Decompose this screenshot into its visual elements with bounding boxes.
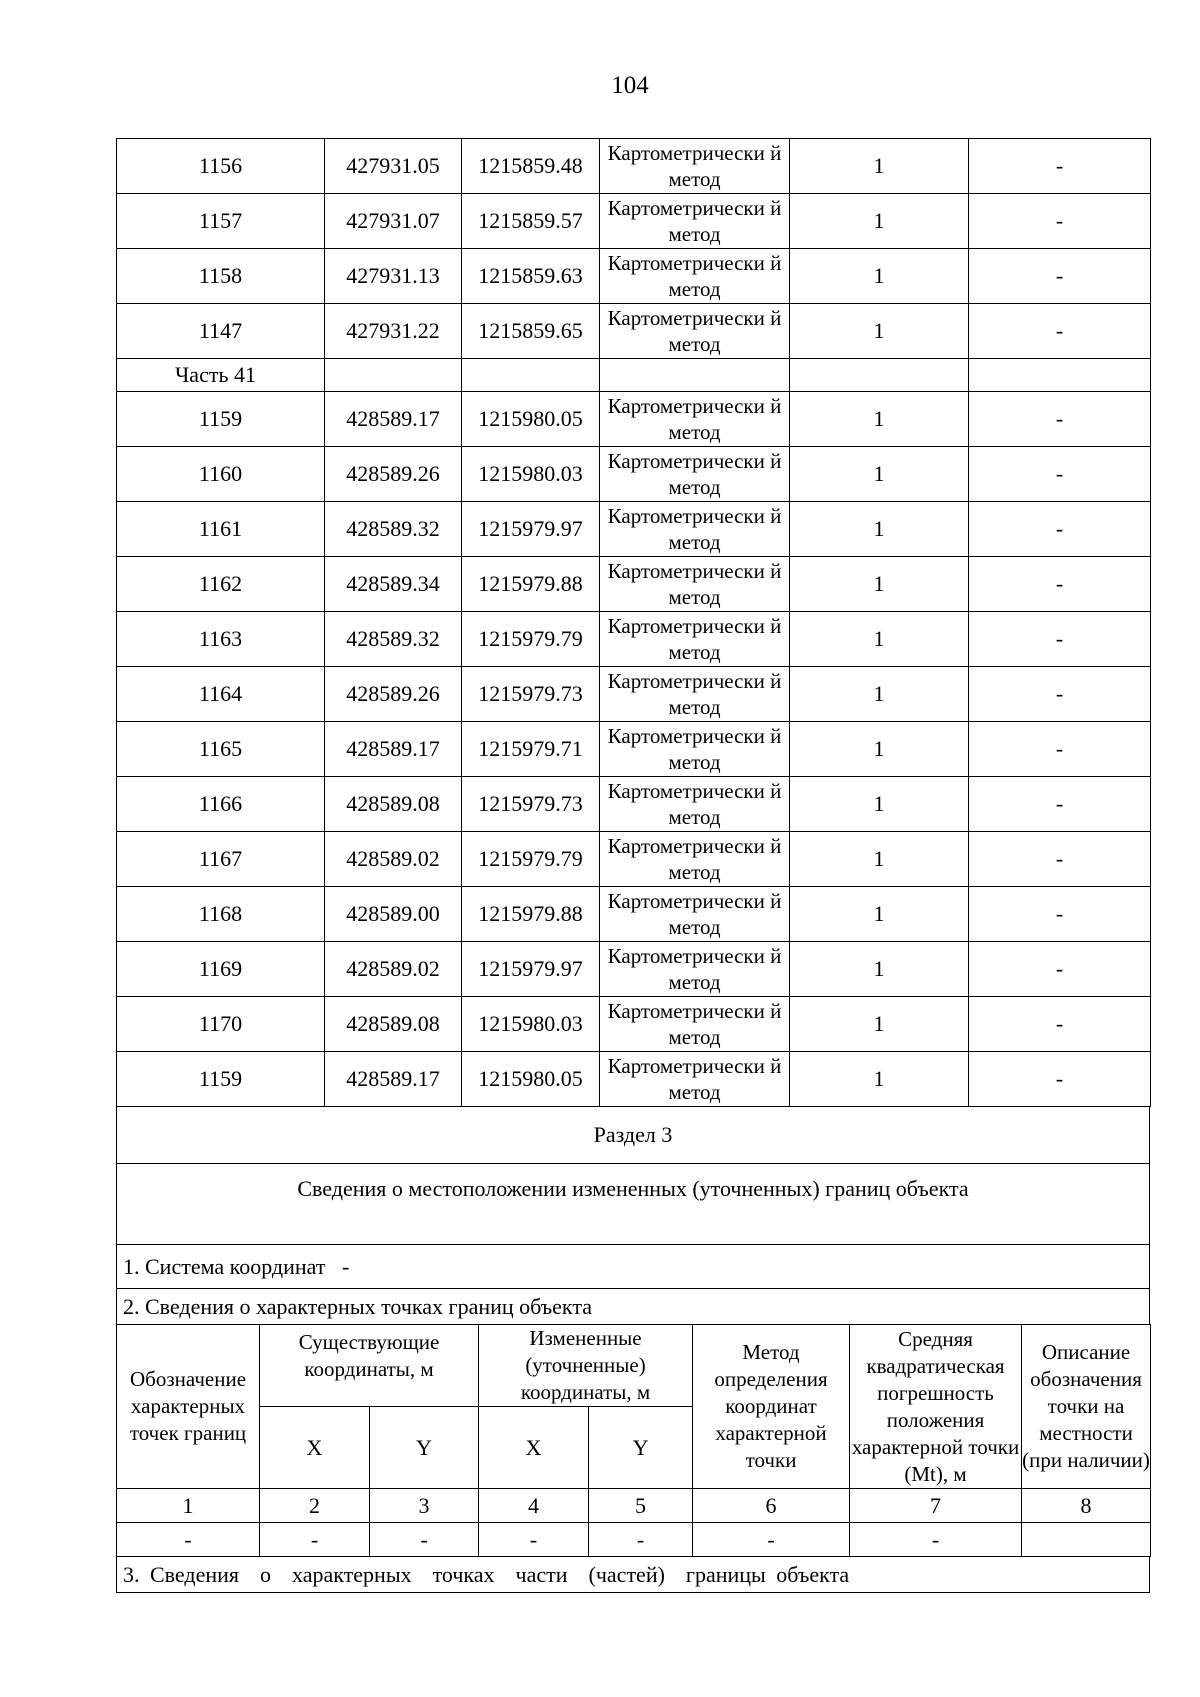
coord-y: 1215859.65 [462,304,600,359]
point-id: 1169 [117,942,325,997]
header-existing-y: Y [370,1407,479,1489]
point-id: 1161 [117,502,325,557]
point-id: 1160 [117,447,325,502]
header-changed-y: Y [589,1407,693,1489]
header-changed-x: X [479,1407,589,1489]
coord-y: 1215859.48 [462,139,600,194]
accuracy: 1 [790,667,969,722]
point-id: 1166 [117,777,325,832]
description: - [969,887,1151,942]
accuracy: 1 [790,502,969,557]
point-id: 1168 [117,887,325,942]
accuracy: 1 [790,832,969,887]
method: Картометрически й метод [600,722,790,777]
method: Картометрически й метод [600,194,790,249]
table-row [117,832,1151,887]
coord-x: 428589.32 [325,612,462,667]
coord-x: 428589.32 [325,502,462,557]
method: Картометрически й метод [600,502,790,557]
accuracy: 1 [790,447,969,502]
method: Картометрически й метод [600,392,790,447]
column-number: 1 [117,1489,260,1523]
table-row [117,447,1151,502]
table-row [117,249,1151,304]
coord-x: 427931.05 [325,139,462,194]
coord-x: 428589.00 [325,887,462,942]
table-row [117,392,1151,447]
point-id: 1170 [117,997,325,1052]
empty-value [1022,1523,1151,1557]
method: Картометрически й метод [600,887,790,942]
accuracy: 1 [790,557,969,612]
column-number: 6 [693,1489,850,1523]
coord-x: 428589.02 [325,942,462,997]
empty-value: - [370,1523,479,1557]
section-title: Раздел 3 [117,1107,1150,1164]
coord-y: 1215979.79 [462,832,600,887]
description: - [969,392,1151,447]
table-row [117,722,1151,777]
boundary-points-item: 2. Сведения о характерных точках границ объекта [117,1289,1150,1325]
description: - [969,777,1151,832]
empty-value: - [479,1523,589,1557]
table-row [117,557,1151,612]
table-row [117,139,1151,194]
accuracy: 1 [790,942,969,997]
section-table [116,1106,1150,1325]
point-id: 1147 [117,304,325,359]
method: Картометрически й метод [600,304,790,359]
point-id: 1159 [117,1052,325,1107]
accuracy: 1 [790,1052,969,1107]
part-label: Часть 41 [117,359,325,392]
method: Картометрически й метод [600,942,790,997]
empty-value: - [117,1523,260,1557]
table-row [117,777,1151,832]
boundary-points-table [116,1324,1151,1557]
empty-value: - [850,1523,1022,1557]
description: - [969,1052,1151,1107]
accuracy: 1 [790,392,969,447]
section-subtitle: Сведения о местоположении измененных (уточненных) границ объекта [117,1164,1150,1245]
accuracy: 1 [790,304,969,359]
coord-y: 1215979.88 [462,887,600,942]
coord-x: 428589.17 [325,722,462,777]
method: Картометрически й метод [600,777,790,832]
point-id: 1165 [117,722,325,777]
column-number: 4 [479,1489,589,1523]
method: Картометрически й метод [600,249,790,304]
header-accuracy: Средняя квадратическая погрешность положения характерной точки (Mt), м [850,1325,1022,1489]
empty-cell [790,359,969,392]
coord-y: 1215979.97 [462,942,600,997]
coord-y: 1215979.97 [462,502,600,557]
coord-x: 427931.13 [325,249,462,304]
point-id: 1159 [117,392,325,447]
header-changed-coords: Измененные (уточненные) координаты, м [479,1325,693,1407]
table-row [117,887,1151,942]
coord-y: 1215979.88 [462,557,600,612]
point-id: 1164 [117,667,325,722]
coordinate-system-item: 1. Система координат - [117,1245,1150,1289]
column-number: 3 [370,1489,479,1523]
coord-x: 428589.08 [325,777,462,832]
coord-x: 428589.08 [325,997,462,1052]
table-row [117,304,1151,359]
column-number: 8 [1022,1489,1151,1523]
header-method: Метод определения координат характерной точки [693,1325,850,1489]
description: - [969,832,1151,887]
coord-y: 1215979.73 [462,667,600,722]
coord-x: 428589.34 [325,557,462,612]
method: Картометрически й метод [600,557,790,612]
coord-y: 1215980.03 [462,447,600,502]
description: - [969,997,1151,1052]
column-number: 7 [850,1489,1022,1523]
table-row [117,997,1151,1052]
description: - [969,557,1151,612]
table-row [117,942,1151,997]
point-id: 1163 [117,612,325,667]
column-number: 5 [589,1489,693,1523]
description: - [969,722,1151,777]
accuracy: 1 [790,194,969,249]
point-id: 1158 [117,249,325,304]
point-id: 1156 [117,139,325,194]
description: - [969,942,1151,997]
description: - [969,667,1151,722]
method: Картометрически й метод [600,447,790,502]
column-number: 2 [260,1489,370,1523]
empty-cell [600,359,790,392]
part-row [117,359,1151,392]
method: Картометрически й метод [600,832,790,887]
table-row [117,502,1151,557]
coord-x: 428589.17 [325,392,462,447]
description: - [969,249,1151,304]
header-existing-coords: Существующие координаты, м [260,1325,479,1407]
part-points-item: 3. Сведения о характерных точках части (частей) границы объекта [117,1557,1150,1593]
description: - [969,612,1151,667]
point-id: 1167 [117,832,325,887]
coord-y: 1215859.57 [462,194,600,249]
accuracy: 1 [790,887,969,942]
header-description: Описание обозначения точки на местности (при наличии) [1022,1325,1151,1489]
empty-value: - [693,1523,850,1557]
header-designation: Обозначение характерных точек границ [117,1325,260,1489]
header-existing-x: X [260,1407,370,1489]
point-id: 1157 [117,194,325,249]
coord-x: 428589.26 [325,447,462,502]
point-id: 1162 [117,557,325,612]
table-row [117,667,1151,722]
accuracy: 1 [790,249,969,304]
accuracy: 1 [790,612,969,667]
method: Картометрически й метод [600,1052,790,1107]
coord-y: 1215980.05 [462,392,600,447]
accuracy: 1 [790,139,969,194]
coord-x: 428589.26 [325,667,462,722]
part-points-table [116,1556,1150,1593]
empty-cell [969,359,1151,392]
page-number: 104 [611,72,649,99]
accuracy: 1 [790,722,969,777]
description: - [969,447,1151,502]
coord-y: 1215979.71 [462,722,600,777]
accuracy: 1 [790,997,969,1052]
empty-value: - [260,1523,370,1557]
coord-x: 427931.07 [325,194,462,249]
empty-cell [462,359,600,392]
coord-y: 1215980.03 [462,997,600,1052]
method: Картометрически й метод [600,667,790,722]
coord-y: 1215980.05 [462,1052,600,1107]
method: Картометрически й метод [600,139,790,194]
method: Картометрически й метод [600,612,790,667]
empty-cell [325,359,462,392]
table-row [117,1052,1151,1107]
table-row [117,612,1151,667]
coord-y: 1215979.73 [462,777,600,832]
accuracy: 1 [790,777,969,832]
coord-x: 428589.17 [325,1052,462,1107]
description: - [969,502,1151,557]
method: Картометрически й метод [600,997,790,1052]
table-row [117,194,1151,249]
coord-x: 428589.02 [325,832,462,887]
empty-value: - [589,1523,693,1557]
description: - [969,139,1151,194]
description: - [969,194,1151,249]
coordinates-table [116,138,1151,1107]
coord-y: 1215859.63 [462,249,600,304]
description: - [969,304,1151,359]
coord-x: 427931.22 [325,304,462,359]
coord-y: 1215979.79 [462,612,600,667]
